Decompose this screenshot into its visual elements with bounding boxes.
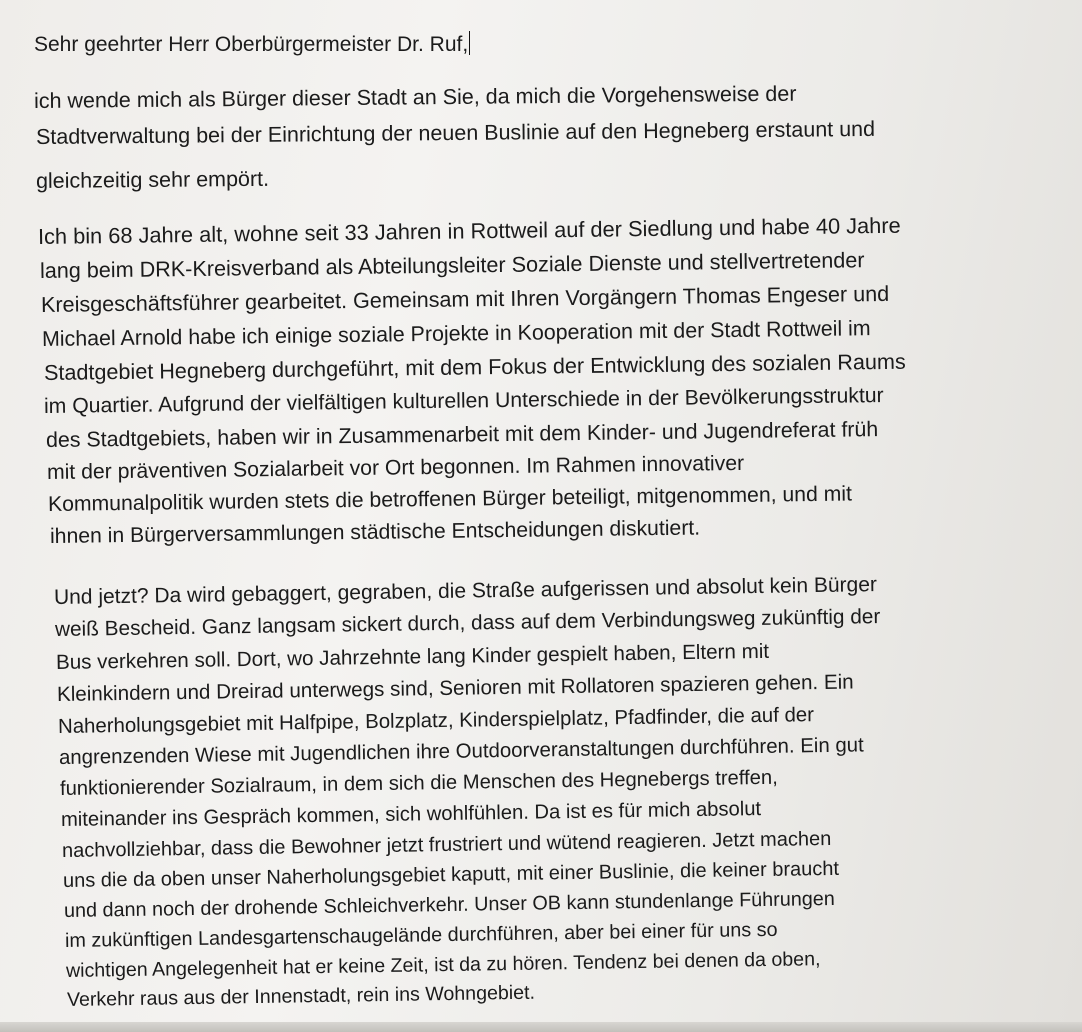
paragraph-3-line-10: uns die da oben unser Naherholungsgebiet kaputt, mit einer Buslinie, die keiner braucht xyxy=(62,857,840,892)
paragraph-3-line-1: Und jetzt? Da wird gebaggert, gegraben, die Straße aufgerissen und absolut kein Bürger xyxy=(53,573,878,609)
text-cursor xyxy=(469,31,470,55)
paragraph-3-line-5: Naherholungsgebiet mit Halfpipe, Bolzplatz, Kinderspielplatz, Pfadfinder, die auf der xyxy=(57,704,815,738)
paragraph-2-line-3: Kreisgeschäftsführer gearbeitet. Gemeinsam mit Ihren Vorgängern Thomas Engeser und xyxy=(40,280,890,317)
paragraph-1-line-1: ich wende mich als Bürger dieser Stadt an Sie, da mich die Vorgehensweise der xyxy=(33,81,797,113)
paragraph-2-line-1: Ich bin 68 Jahre alt, wohne seit 33 Jahren in Rottweil auf der Siedlung und habe 40 Jahre xyxy=(37,212,901,249)
paragraph-3-line-11: und dann noch der drohende Schleichverkehr. Unser OB kann stundenlange Führungen xyxy=(63,887,835,922)
paragraph-3-line-2: weiß Bescheid. Ganz langsam sickert durch, dass auf dem Verbindungsweg zukünftig der xyxy=(54,605,881,641)
paragraph-2-line-9: Kommunalpolitik wurden stets die betroffenen Bürger beteiligt, mitgenommen, und mit xyxy=(47,482,853,516)
paragraph-2-line-2: lang beim DRK-Kreisverband als Abteilungsleiter Soziale Dienste und stellvertretender xyxy=(39,247,865,283)
paragraph-2-line-8: mit der präventiven Sozialarbeit vor Ort begonnen. Im Rahmen innovativer xyxy=(46,451,745,484)
paragraph-3-line-12: im zukünftigen Landesgartenschaugelände durchführen, aber bei einer für uns so xyxy=(64,918,778,952)
salutation-text: Sehr geehrter Herr Oberbürgermeister Dr. Ruf, xyxy=(34,33,469,56)
paragraph-3-line-9: nachvollziehbar, dass die Bewohner jetzt frustriert und wütend reagieren. Jetzt machen xyxy=(61,827,832,862)
paragraph-2-line-6: im Quartier. Aufgrund der vielfältigen kulturellen Unterschiede in der Bevölkerungsstruktur xyxy=(43,384,884,418)
paragraph-3-line-7: funktionierender Sozialraum, in dem sich die Menschen des Hegnebergs treffen, xyxy=(59,766,778,800)
paragraph-3-line-8: miteinander ins Gespräch kommen, sich wohlfühlen. Da ist es für mich absolut xyxy=(60,798,762,831)
paragraph-2-line-5: Stadtgebiet Hegneberg durchgeführt, mit dem Fokus der Entwicklung des sozialen Raums xyxy=(43,348,906,385)
paragraph-2-line-10: ihnen in Bürgerversammlungen städtische Entscheidungen diskutiert. xyxy=(49,516,701,548)
paragraph-3-line-4: Kleinkindern und Dreirad unterwegs sind, Senioren mit Rollatoren spazieren gehen. Ein xyxy=(56,670,854,706)
paragraph-3-line-13: wichtigen Angelegenheit hat er keine Zeit, ist da zu hören. Tendenz bei denen da oben, xyxy=(65,948,821,982)
paragraph-2-line-7: des Stadtgebiets, haben wir in Zusammenarbeit mit dem Kinder- und Jugendreferat früh xyxy=(45,417,879,452)
paragraph-2-line-4: Michael Arnold habe ich einige soziale Projekte in Kooperation mit der Stadt Rottweil im xyxy=(41,316,871,351)
paragraph-3-line-3: Bus verkehren soll. Dort, wo Jahrzehnte lang Kinder gespielt haben, Eltern mit xyxy=(55,639,770,674)
paragraph-3-line-14: Verkehr raus aus der Innenstadt, rein ins Wohngebiet. xyxy=(66,981,536,1011)
screen-bottom-edge xyxy=(0,1022,1082,1032)
salutation xyxy=(34,30,470,60)
paragraph-1-line-3: gleichzeitig sehr empört. xyxy=(35,166,270,193)
paragraph-1-line-2: Stadtverwaltung bei der Einrichtung der neuen Buslinie auf den Hegneberg erstaunt und xyxy=(35,116,876,149)
paragraph-3-line-6: angrenzenden Wiese mit Jugendlichen ihre Outdoorveranstaltungen durchführen. Ein gut xyxy=(58,734,864,769)
